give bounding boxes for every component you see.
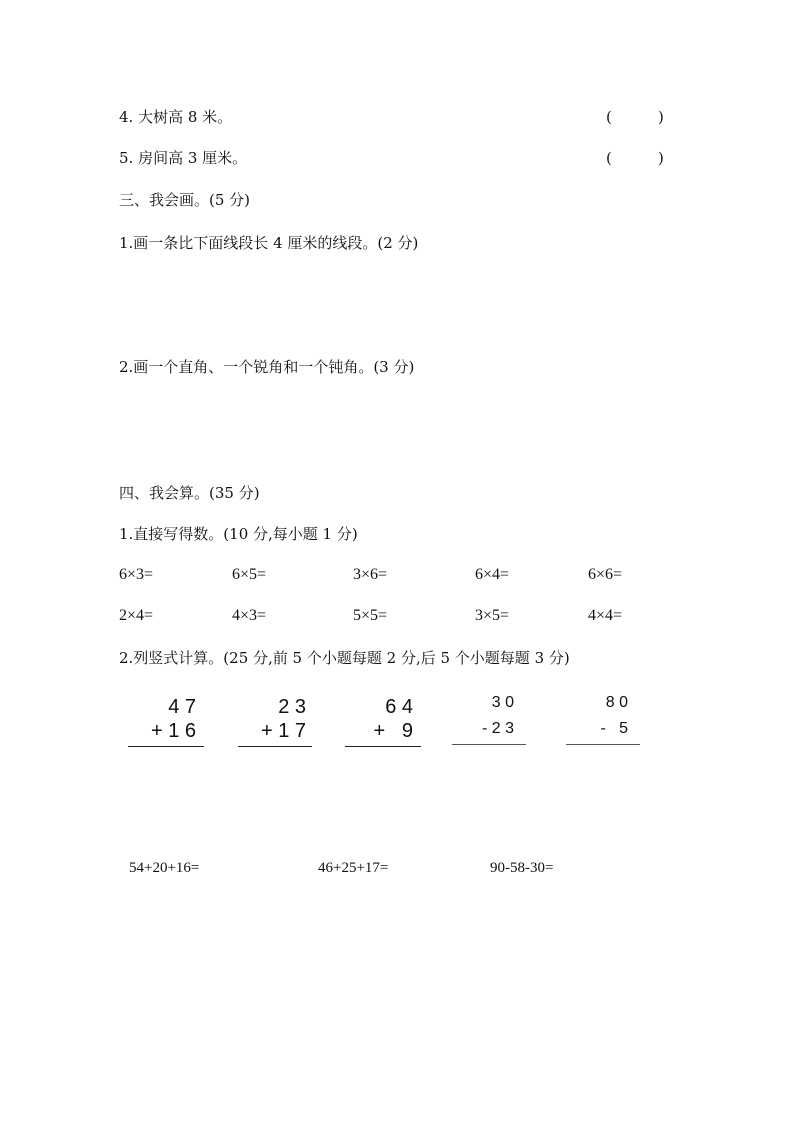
vertical-problem-1[interactable] (128, 696, 208, 750)
part4-question-1: 1.直接写得数。(10 分,每小题 1 分) (119, 525, 358, 543)
paren-close: ) (658, 149, 664, 167)
oral-problem: 3×6= (353, 566, 388, 583)
oral-problem: 4×4= (588, 607, 623, 624)
vertical-bottom-number: + 9 (373, 720, 413, 742)
answer-parens-q4[interactable] (606, 107, 666, 127)
oral-problem: 3×5= (475, 607, 510, 624)
part3-question-1: 1.画一条比下面线段长 4 厘米的线段。(2 分) (119, 234, 419, 252)
drawing-area-2[interactable] (119, 386, 679, 476)
paren-close: ) (658, 108, 664, 126)
vertical-top-number: 2 3 (278, 696, 306, 718)
vertical-bottom-number: - 5 (600, 720, 628, 737)
answer-parens-q5[interactable] (606, 148, 666, 168)
section-3-heading: 三、我会画。(5 分) (119, 191, 251, 209)
chain-problem-2: 46+25+17= (318, 860, 389, 876)
drawing-area-1[interactable] (119, 262, 679, 342)
underline (128, 746, 204, 747)
vertical-top-number: 3 0 (491, 694, 514, 711)
vertical-top-number: 6 4 (385, 696, 413, 718)
oral-problem: 5×5= (353, 607, 388, 624)
underline (452, 744, 526, 745)
oral-problem: 4×3= (232, 607, 267, 624)
vertical-bottom-number: + 1 6 (150, 720, 196, 742)
oral-problem: 6×5= (232, 566, 267, 583)
question-4-text: 4. 大树高 8 米。 (119, 108, 233, 126)
chain-problem-3: 90-58-30= (490, 860, 554, 876)
vertical-problem-3[interactable] (345, 696, 425, 750)
vertical-bottom-number: - 2 3 (481, 720, 514, 737)
part3-question-2: 2.画一个直角、一个锐角和一个钝角。(3 分) (119, 358, 415, 376)
section-4-heading: 四、我会算。(35 分) (119, 484, 260, 502)
vertical-problem-5[interactable] (566, 694, 646, 748)
question-5-text: 5. 房间高 3 厘米。 (119, 149, 248, 167)
underline (566, 744, 640, 745)
underline (238, 746, 312, 747)
vertical-problem-4[interactable] (452, 694, 532, 748)
paren-open: ( (606, 108, 612, 126)
part4-question-2: 2.列竖式计算。(25 分,前 5 个小题每题 2 分,后 5 个小题每题 3 分) (119, 649, 570, 667)
vertical-top-number: 8 0 (605, 694, 628, 711)
vertical-bottom-number: + 1 7 (260, 720, 306, 742)
oral-problem: 2×4= (119, 607, 154, 624)
paren-open: ( (606, 149, 612, 167)
oral-problem: 6×4= (475, 566, 510, 583)
oral-problem: 6×6= (588, 566, 623, 583)
vertical-top-number: 4 7 (168, 696, 196, 718)
oral-problem: 6×3= (119, 566, 154, 583)
underline (345, 746, 421, 747)
vertical-problem-2[interactable] (238, 696, 318, 750)
chain-problem-1: 54+20+16= (129, 860, 200, 876)
